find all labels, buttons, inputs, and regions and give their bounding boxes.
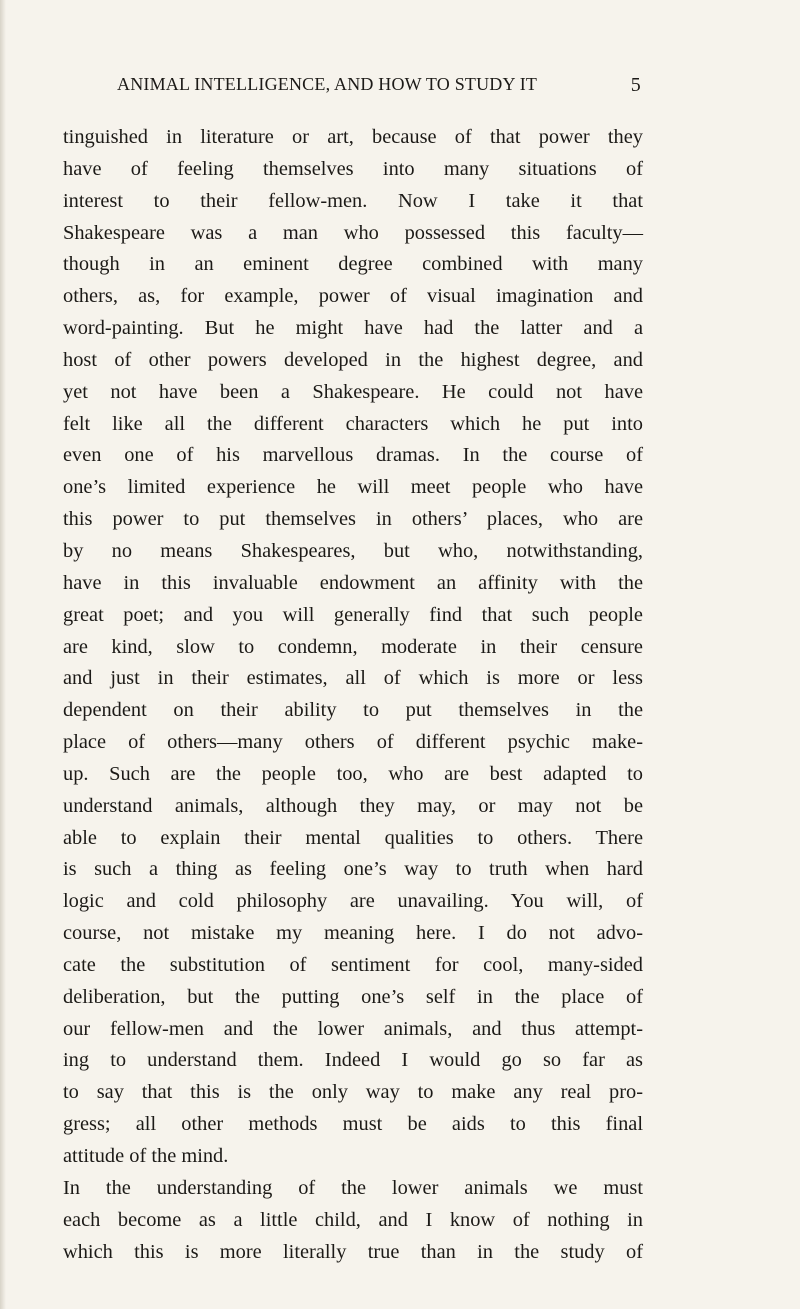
text-line: cate the substitution of sentiment for cool, many-sided [63, 953, 643, 976]
text-line: up. Such are the people too, who are best adapted to [63, 762, 643, 785]
text-line: to say that this is the only way to make any real pro- [63, 1081, 643, 1104]
text-line: word-painting. But he might have had the latter and a [63, 317, 643, 340]
text-line: great poet; and you will generally find that such people [63, 603, 643, 626]
text-line: others, as, for example, power of visual imagination and [63, 285, 643, 308]
text-line: place of others—many others of different psychic make- [63, 731, 643, 754]
body-text [63, 122, 643, 1268]
running-title: ANIMAL INTELLIGENCE, AND HOW TO STUDY IT [117, 74, 538, 94]
text-line: each become as a little child, and I know of nothing in [63, 1208, 643, 1231]
text-line: deliberation, but the putting one’s self in the place of [63, 985, 643, 1008]
text-line: one’s limited experience he will meet people who have [63, 476, 643, 499]
text-line: ing to understand them. Indeed I would go so far as [63, 1049, 643, 1072]
text-line: our fellow-men and the lower animals, and thus attempt- [63, 1017, 643, 1040]
text-line: yet not have been a Shakespeare. He could not have [63, 380, 643, 403]
text-line: able to explain their mental qualities to others. There [63, 826, 643, 849]
text-line: gress; all other methods must be aids to this final [63, 1113, 643, 1136]
text-line: felt like all the different characters which he put into [63, 412, 643, 435]
text-line: host of other powers developed in the highest degree, and [63, 348, 643, 371]
text-line: attitude of the mind. [63, 1145, 229, 1167]
text-line: though in an eminent degree combined with many [63, 253, 643, 276]
binding-edge [0, 0, 6, 1309]
text-line: In the understanding of the lower animals we must [63, 1176, 643, 1199]
text-line: even one of his marvellous dramas. In the course of [63, 444, 643, 467]
text-line: course, not mistake my meaning here. I do not advo- [63, 922, 643, 945]
text-line: understand animals, although they may, or may not be [63, 794, 643, 817]
paragraph-2 [63, 1173, 643, 1269]
text-line: logic and cold philosophy are unavailing. You will, of [63, 890, 643, 913]
text-line: by no means Shakespeares, but who, notwithstanding, [63, 539, 643, 562]
text-line: are kind, slow to condemn, moderate in their censure [63, 635, 643, 658]
page-number: 5 [630, 74, 641, 96]
running-header [117, 74, 641, 98]
paragraph-1 [63, 122, 643, 1173]
text-line: have of feeling themselves into many situations of [63, 157, 643, 180]
text-line: this power to put themselves in others’ places, who are [63, 508, 643, 531]
text-line: which this is more literally true than in the study of [63, 1240, 643, 1263]
text-line: tinguished in literature or art, because of that power they [63, 126, 643, 148]
text-line: have in this invaluable endowment an affinity with the [63, 571, 643, 594]
text-line: dependent on their ability to put themselves in the [63, 699, 643, 722]
text-line: and just in their estimates, all of which is more or less [63, 667, 643, 690]
text-line: Shakespeare was a man who possessed this faculty— [63, 221, 643, 244]
text-line: interest to their fellow-men. Now I take it that [63, 189, 643, 212]
text-line: is such a thing as feeling one’s way to truth when hard [63, 858, 643, 881]
